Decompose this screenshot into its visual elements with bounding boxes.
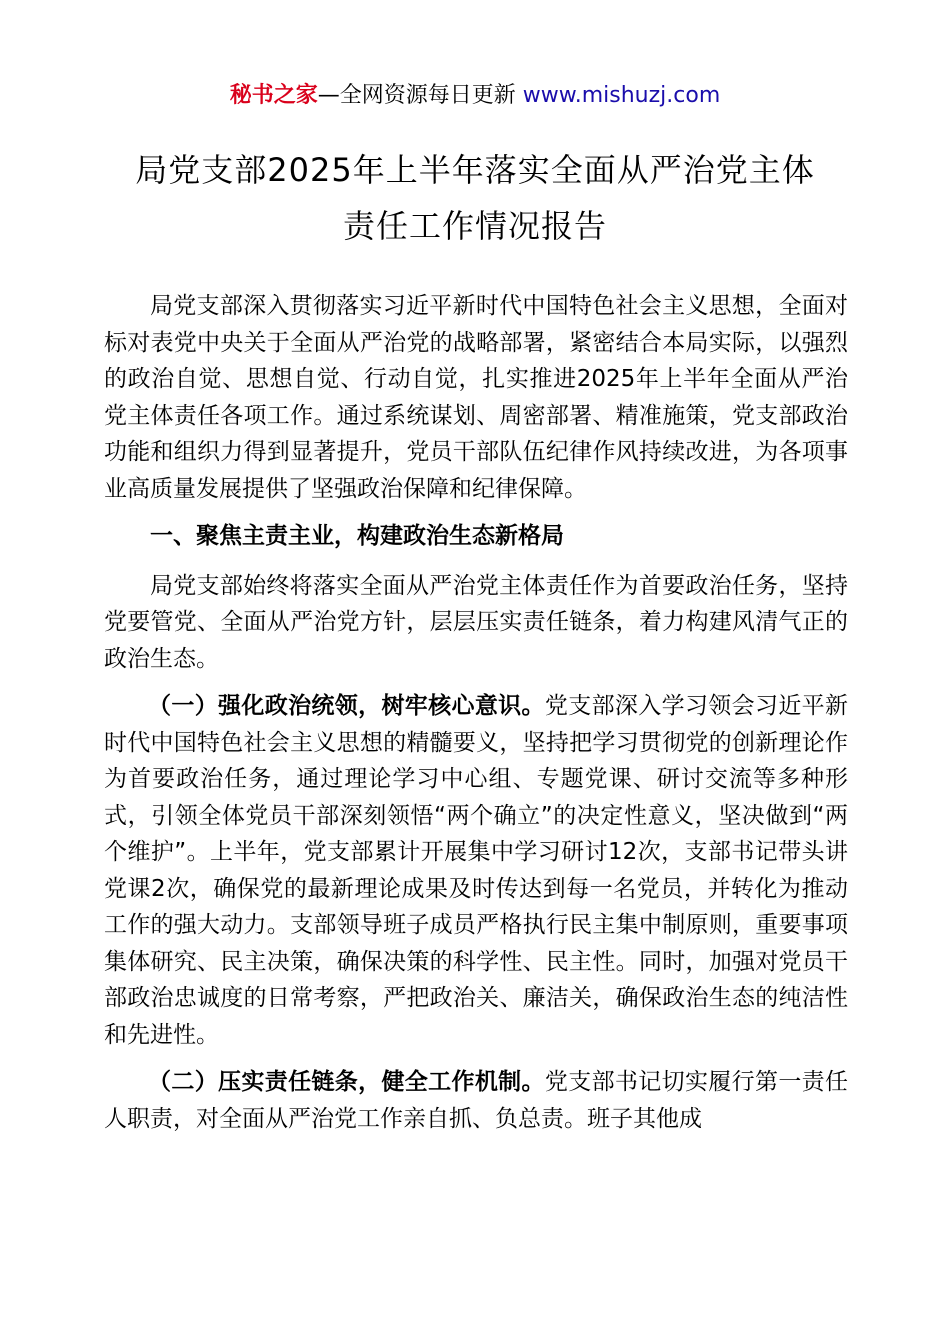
item-2-heading: （二）压实责任链条，健全工作机制。 — [148, 1069, 545, 1095]
site-header — [0, 80, 950, 112]
intro-paragraph: 局党支部深入贯彻落实习近平新时代中国特色社会主义思想，全面对标对表党中央关于全面从严治党的战略部署，紧密结合本局实际，以强烈的政治自觉、思想自觉、行动自觉，扎实推进2025年上半年全面从严治党主体责任各项工作。通过系统谋划、周密部署、精准施策，党支部政治功能和组织力得到显著提升，党员干部队伍纪律作风持续改进，为各项事业高质量发展提供了坚强政治保障和纪律保障。 — [104, 293, 848, 502]
document-body — [104, 288, 848, 1148]
section-1-heading: 一、聚焦主责主业，构建政治生态新格局 — [150, 523, 564, 549]
brand-name: 秘书之家 — [229, 83, 318, 108]
item-2-text: 党支部书记切实履行第一责任人职责，对全面从严治党工作亲自抓、负总责。班子其他成 — [104, 1069, 849, 1132]
item-1-paragraph — [104, 688, 848, 1053]
section-1-paragraph: 局党支部始终将落实全面从严治党主体责任作为首要政治任务，坚持党要管党、全面从严治党方针，层层压实责任链条，着力构建风清气正的政治生态。 — [104, 572, 848, 672]
item-1-heading: （一）强化政治统领，树牢核心意识。 — [148, 693, 545, 719]
item-1-text: 党支部深入学习领会习近平新时代中国特色社会主义思想的精髓要义，坚持把学习贯彻党的创新理论作为首要政治任务，通过理论学习中心组、专题党课、研讨交流等多种形式，引领全体党员干部深刻领悟“两个确立”的决定性意义，坚决做到“两个维护”。上半年，党支部累计开展集中学习研讨12次，支部书记带头讲党课2次，确保党的最新理论成果及时传达到每一名党员，并转化为推动工作的强大动力。支部领导班子成员严格执行民主集中制原则，重要事项集体研究、民主决策，确保决策的科学性、民主性。同时，加强对党员干部政治忠诚度的日常考察，严把政治关、廉洁关，确保政治生态的纯洁性和先进性。 — [104, 693, 849, 1048]
title-line-1: 局党支部2025年上半年落实全面从严治党主体 — [135, 151, 815, 189]
title-line-2: 责任工作情况报告 — [342, 207, 607, 245]
document-title — [60, 142, 890, 254]
item-2-paragraph — [104, 1064, 848, 1137]
header-tagline: —全网资源每日更新 — [317, 83, 523, 108]
site-url-link[interactable]: www.mishuzj.com — [522, 83, 721, 108]
